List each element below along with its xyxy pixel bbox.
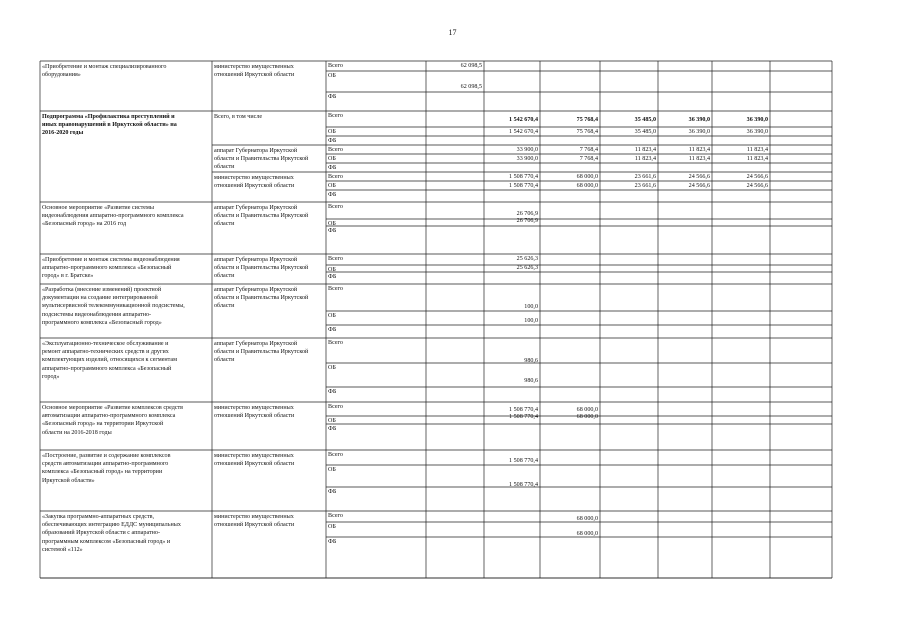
funding-label-fb: ФБ	[328, 138, 337, 144]
funding-label-ob: ОБ	[328, 156, 336, 162]
row-name-line: подсистемы видеонаблюдения аппаратно-	[42, 311, 152, 318]
funding-label-total: Всего	[328, 147, 343, 153]
value-cell: 11 823,4	[634, 156, 656, 162]
executor-line: области и Правительства Иркутской	[214, 156, 309, 163]
value-cell: 11 823,4	[634, 147, 656, 153]
executor-line: Всего, в том числе	[214, 114, 263, 120]
value-cell: 24 566,6	[688, 174, 710, 180]
row-name-line: образований Иркутской области с аппаратно-	[42, 530, 160, 537]
executor-line: министерство имущественных	[214, 64, 294, 70]
executor-line: аппарат Губернатора Иркутской	[214, 257, 298, 263]
executor-line: отношений Иркутской области	[214, 461, 295, 468]
row-name-line: аппаратно-программного комплекса «Безопасный	[42, 365, 172, 372]
value-cell: 1 508 770,4	[509, 414, 538, 420]
value-cell: 25 626,3	[516, 256, 538, 262]
executor-line: области и Правительства Иркутской	[214, 213, 309, 220]
row-name-line: документации на создание интегрированной	[42, 295, 158, 302]
value-cell: 1 508 770,4	[509, 183, 538, 189]
value-cell: 1 542 670,4	[509, 117, 538, 123]
funding-label-total: Всего	[328, 256, 343, 262]
row-name-line: «Приобретение и монтаж специализированного	[42, 64, 167, 70]
row-name-line: обеспечивающих интеграцию ЕДДС муниципальных	[42, 522, 181, 529]
executor-line: отношений Иркутской области	[214, 183, 295, 190]
funding-label-fb: ФБ	[328, 165, 337, 171]
funding-label-total: Всего	[328, 340, 343, 346]
value-cell: 68 000,0	[576, 414, 598, 420]
value-cell: 980,6	[524, 378, 538, 384]
value-cell: 36 390,0	[688, 129, 710, 135]
funding-label-total: Всего	[328, 204, 343, 210]
value-cell: 7 768,4	[579, 156, 598, 162]
funding-label-fb: ФБ	[328, 389, 337, 395]
value-cell: 1 508 770,4	[509, 407, 538, 413]
executor-line: отношений Иркутской области	[214, 413, 295, 420]
executor-line: аппарат Губернатора Иркутской	[214, 341, 298, 347]
executor-line: аппарат Губернатора Иркутской	[214, 287, 298, 293]
row-name-line: Подпрограмма «Профилактика преступлений и	[42, 114, 175, 120]
value-cell: 100,0	[524, 304, 538, 310]
value-cell: 11 823,4	[688, 156, 710, 162]
executor-line: области	[214, 221, 235, 228]
funding-label-total: Всего	[328, 174, 343, 180]
funding-label-fb: ФБ	[328, 539, 337, 545]
row-name-line: программного комплекса «Безопасный город»	[42, 319, 162, 326]
value-cell: 36 390,0	[746, 129, 768, 135]
executor-line: министерство имущественных	[214, 453, 294, 459]
row-name-line: ремонт аппаратно-технических средств и других	[42, 349, 169, 356]
executor-line: министерство имущественных	[214, 405, 294, 411]
value-cell: 100,0	[524, 318, 538, 324]
value-cell: 36 390,0	[688, 117, 710, 123]
executor-line: области	[214, 303, 235, 310]
value-cell: 68 000,0	[576, 531, 598, 537]
executor-line: области и Правительства Иркутской	[214, 295, 309, 302]
executor-line: области и Правительства Иркутской	[214, 265, 309, 272]
value-cell: 68 000,0	[576, 183, 598, 189]
row-name-line: системой «112»	[42, 546, 83, 553]
value-cell: 35 485,0	[634, 117, 656, 123]
value-cell: 1 508 770,4	[509, 482, 538, 488]
executor-line: аппарат Губернатора Иркутской	[214, 205, 298, 211]
value-cell: 23 661,6	[634, 183, 656, 189]
funding-label-ob: ОБ	[328, 524, 336, 530]
funding-label-fb: ФБ	[328, 94, 337, 100]
value-cell: 33 900,0	[516, 147, 538, 153]
funding-label-fb: ФБ	[328, 327, 337, 333]
funding-label-fb: ФБ	[328, 274, 337, 280]
row-name-line: области на 2016-2018 годы	[42, 429, 112, 436]
value-cell: 68 000,0	[576, 174, 598, 180]
funding-label-fb: ФБ	[328, 192, 337, 198]
value-cell: 26 706,9	[516, 211, 538, 217]
value-cell: 24 566,6	[746, 183, 768, 189]
value-cell: 26 706,9	[516, 218, 538, 224]
value-cell: 11 823,4	[688, 147, 710, 153]
funding-label-ob: ОБ	[328, 267, 336, 273]
value-cell: 62 098,5	[460, 63, 482, 69]
value-cell: 7 768,4	[579, 147, 598, 153]
row-name-line: комплекса «Безопасный город» на территории	[42, 469, 163, 476]
value-cell: 75 768,4	[576, 129, 598, 135]
funding-label-ob: ОБ	[328, 129, 336, 135]
value-cell: 68 000,0	[576, 407, 598, 413]
row-name-line: Иркутской области»	[42, 477, 95, 484]
executor-line: области и Правительства Иркутской	[214, 349, 309, 356]
row-name-line: 2016-2020 годы	[42, 130, 84, 137]
value-cell: 62 098,5	[460, 84, 482, 90]
value-cell: 24 566,6	[746, 174, 768, 180]
page-number: 17	[448, 28, 457, 37]
row-name-line: программным комплексом «Безопасный город» и	[42, 538, 171, 545]
value-cell: 1 508 770,4	[509, 458, 538, 464]
value-cell: 980,6	[524, 358, 538, 364]
funding-label-total: Всего	[328, 513, 343, 519]
row-name-line: аппаратно-программного комплекса «Безопасный	[42, 265, 172, 272]
executor-line: отношений Иркутской области	[214, 522, 295, 529]
row-name-line: видеонаблюдения аппаратно-программного комплекса	[42, 213, 184, 220]
row-name-line: «Безопасный город» на территории Иркутской	[42, 421, 164, 428]
funding-label-ob: ОБ	[328, 365, 336, 371]
row-name-line: город»	[42, 373, 60, 380]
value-cell: 33 900,0	[516, 156, 538, 162]
funding-label-total: Всего	[328, 404, 343, 410]
executor-line: отношений Иркутской области	[214, 72, 295, 79]
funding-label-ob: ОБ	[328, 73, 336, 79]
executor-line: области	[214, 357, 235, 364]
row-name-line: Основное мероприятие «Развитие комплексов средств	[42, 405, 184, 411]
funding-label-ob: ОБ	[328, 313, 336, 319]
executor-line: области	[214, 164, 235, 171]
value-cell: 68 000,0	[576, 516, 598, 522]
funding-label-fb: ФБ	[328, 228, 337, 234]
value-cell: 11 823,4	[746, 147, 768, 153]
value-cell: 36 390,0	[746, 117, 768, 123]
row-name-line: «Построение, развитие и содержание комплексов	[42, 453, 171, 459]
funding-label-ob: ОБ	[328, 467, 336, 473]
row-name-line: Основное мероприятие «Развитие системы	[42, 205, 154, 211]
executor-line: министерство имущественных	[214, 514, 294, 520]
row-name-line: «Безопасный город» на 2016 год	[42, 221, 127, 228]
value-cell: 23 661,6	[634, 174, 656, 180]
value-cell: 35 485,0	[634, 129, 656, 135]
funding-label-ob: ОБ	[328, 183, 336, 189]
funding-label-total: Всего	[328, 63, 343, 69]
value-cell: 24 566,6	[688, 183, 710, 189]
row-name-line: «Эксплуатационно-техническое обслуживание и	[42, 341, 169, 347]
value-cell: 25 626,3	[516, 265, 538, 271]
funding-label-total: Всего	[328, 452, 343, 458]
value-cell: 11 823,4	[746, 156, 768, 162]
row-name-line: город» в г. Братске»	[42, 273, 94, 280]
funding-label-ob: ОБ	[328, 221, 336, 227]
row-name-line: мультисервисной телекоммуникационной подсистемы,	[42, 303, 185, 310]
row-name-line: «Разработка (внесение изменений) проектной	[42, 287, 162, 293]
row-name-line: «Приобретение и монтаж системы видеонаблюдения	[42, 257, 180, 263]
value-cell: 1 508 770,4	[509, 174, 538, 180]
funding-label-fb: ФБ	[328, 489, 337, 495]
funding-label-total: Всего	[328, 113, 343, 119]
funding-label-ob: ОБ	[328, 418, 336, 424]
row-name-line: «Закупка программно-аппаратных средств,	[42, 514, 155, 520]
value-cell: 75 768,4	[576, 117, 598, 123]
executor-line: аппарат Губернатора Иркутской	[214, 148, 298, 154]
row-name-line: комплектующих изделий, относящихся к сегментам	[42, 357, 177, 364]
funding-label-total: Всего	[328, 286, 343, 292]
row-name-line: средств автоматизации аппаратно-программного	[42, 461, 169, 468]
row-name-line: оборудования»	[42, 72, 81, 79]
executor-line: области	[214, 273, 235, 280]
executor-line: министерство имущественных	[214, 175, 294, 181]
row-name-line: автоматизации аппаратно-программного комплекса	[42, 413, 176, 420]
value-cell: 1 542 670,4	[509, 129, 538, 135]
funding-label-fb: ФБ	[328, 426, 337, 432]
row-name-line: иных правонарушений в Иркутской области» на	[42, 122, 177, 129]
